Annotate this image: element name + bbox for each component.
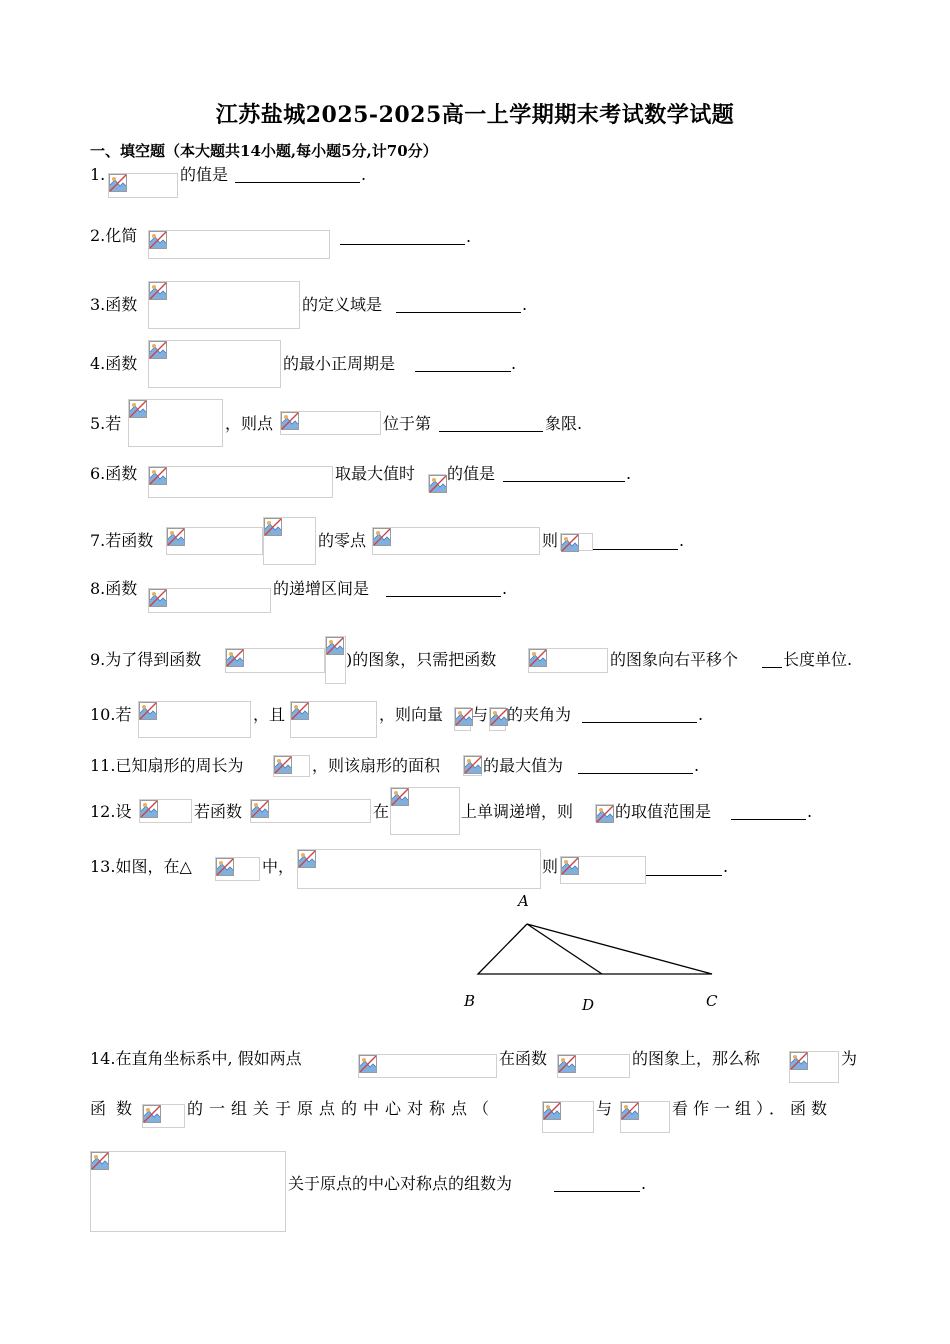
broken-image-icon: [621, 1102, 639, 1120]
formula-image: [560, 856, 646, 884]
formula-image: [166, 527, 263, 555]
question-text: 的零点: [318, 531, 367, 550]
question-number: 7.若函数: [90, 531, 154, 550]
question-text: 关于原点的中心对称点的组数为: [288, 1174, 513, 1193]
question-13: [90, 859, 192, 875]
formula-image: [620, 1101, 670, 1133]
question-5: [90, 416, 121, 432]
formula-image: [390, 787, 460, 835]
broken-image-icon: [216, 858, 234, 876]
question-text: 为: [841, 1049, 858, 1068]
formula-image: [90, 1151, 286, 1232]
question-number: 3.函数: [90, 295, 138, 314]
question-text: ，则该扇形的面积: [312, 756, 441, 775]
broken-image-icon: [129, 400, 147, 418]
question-number: 13.如图，在△: [90, 857, 192, 876]
broken-image-icon: [790, 1052, 808, 1070]
broken-image-icon: [561, 857, 579, 875]
formula-image: [358, 1054, 497, 1078]
formula-image: [250, 799, 371, 823]
broken-image-icon: [464, 756, 482, 774]
triangle-figure: [460, 890, 730, 1015]
broken-image-icon: [596, 805, 614, 823]
question-text: .: [723, 857, 729, 876]
formula-image: [108, 173, 178, 198]
broken-image-icon: [143, 1105, 161, 1123]
question-text: 在: [373, 802, 390, 821]
question-text: 的递增区间是: [273, 579, 370, 598]
question-2: [90, 228, 137, 244]
vertex-label-c: C: [706, 992, 718, 1010]
question-8: [90, 581, 137, 597]
question-text: 函数: [90, 1099, 143, 1118]
question-7: [90, 533, 153, 549]
formula-image: [372, 527, 540, 555]
broken-image-icon: [490, 708, 508, 726]
answer-blank[interactable]: [646, 861, 722, 876]
answer-blank[interactable]: [731, 805, 806, 820]
vertex-label-a: A: [518, 892, 529, 910]
question-number: 14.在直角坐标系中, 假如两点: [90, 1049, 302, 1068]
question-text: 与: [596, 1099, 613, 1118]
question-number: 6.函数: [90, 464, 138, 483]
question-number: 8.函数: [90, 579, 138, 598]
question-text: 在函数: [499, 1049, 548, 1068]
question-text: .: [522, 295, 528, 314]
answer-blank[interactable]: [762, 653, 782, 668]
section-heading: 一、填空题（本大题共14小题,每小题5分,计70分）: [90, 142, 438, 160]
question-number: 1.: [90, 165, 106, 184]
question-text: .: [698, 705, 704, 724]
formula-image: [557, 1054, 630, 1078]
formula-image: [139, 799, 192, 823]
broken-image-icon: [281, 412, 299, 430]
question-9: [90, 652, 201, 668]
broken-image-icon: [149, 231, 167, 249]
question-text: ，则点: [225, 414, 274, 433]
broken-image-icon: [149, 589, 167, 607]
question-text: .: [626, 464, 632, 483]
question-text: 则: [542, 531, 559, 550]
vertex-label-b: B: [464, 992, 476, 1010]
answer-blank[interactable]: [340, 230, 465, 245]
broken-image-icon: [543, 1102, 561, 1120]
question-text: 的夹角为: [507, 705, 572, 724]
question-text: 的最大值为: [483, 756, 564, 775]
triangle-outline: [478, 924, 712, 974]
page-title: 江苏盐城2025-2025高一上学期期末考试数学试题: [215, 102, 735, 128]
answer-blank[interactable]: [415, 357, 511, 372]
question-text: 的一组关于原点的中心对称点（: [187, 1099, 496, 1118]
question-text: 象限.: [545, 414, 583, 433]
question-text: .: [466, 227, 472, 246]
formula-image: [148, 588, 271, 613]
question-text: 的图象上，那么称: [632, 1049, 761, 1068]
broken-image-icon: [109, 174, 127, 192]
answer-blank[interactable]: [554, 1177, 640, 1192]
question-number: 4.函数: [90, 354, 138, 373]
broken-image-icon: [251, 800, 269, 818]
question-text: 则: [542, 857, 559, 876]
question-text: 取最大值时: [335, 464, 416, 483]
question-text: ，则向量: [379, 705, 444, 724]
broken-image-icon: [91, 1152, 109, 1170]
broken-image-icon: [529, 649, 547, 667]
answer-blank[interactable]: [439, 417, 543, 432]
question-text: 位于第: [383, 414, 432, 433]
question-number: 2.化简: [90, 226, 138, 245]
question-text: .: [679, 531, 685, 550]
answer-blank[interactable]: [593, 535, 678, 550]
answer-blank[interactable]: [396, 298, 521, 313]
question-text: 看作一组）．函数: [672, 1099, 833, 1118]
question-3: [90, 297, 137, 313]
question-number: 9.为了得到函数: [90, 650, 202, 669]
question-number: 12.设: [90, 802, 132, 821]
formula-image: [215, 857, 260, 881]
question-text: 若函数: [194, 802, 243, 821]
broken-image-icon: [429, 475, 447, 493]
formula-image: [789, 1051, 839, 1083]
question-text: 的值是: [180, 165, 229, 184]
formula-image: [138, 701, 251, 738]
question-text: 的值是: [447, 464, 496, 483]
formula-image: [273, 755, 310, 777]
broken-image-icon: [359, 1055, 377, 1073]
question-12: [90, 804, 131, 820]
formula-image: [528, 648, 608, 673]
question-4: [90, 356, 137, 372]
formula-image: [297, 849, 541, 889]
broken-image-icon: [298, 850, 316, 868]
formula-image: [489, 707, 506, 731]
broken-image-icon: [373, 528, 391, 546]
answer-blank[interactable]: [503, 467, 625, 482]
question-number: 11.已知扇形的周长为: [90, 756, 244, 775]
broken-image-icon: [561, 534, 579, 552]
question-10: [90, 707, 131, 723]
broken-image-icon: [167, 528, 185, 546]
question-6: [90, 466, 137, 482]
broken-image-icon: [149, 467, 167, 485]
formula-image: [225, 648, 325, 673]
point-label-d: D: [582, 996, 595, 1014]
question-text: )的图象，只需把函数: [346, 650, 497, 669]
answer-blank[interactable]: [235, 168, 360, 183]
formula-image: [263, 517, 316, 565]
formula-image: [142, 1104, 185, 1128]
question-text: .: [361, 165, 367, 184]
question-text: 的定义域是: [302, 295, 383, 314]
question-11: [90, 758, 243, 774]
question-text: 的取值范围是: [615, 802, 712, 821]
question-text: .: [694, 756, 700, 775]
broken-image-icon: [140, 800, 158, 818]
formula-image: [595, 804, 614, 822]
formula-image: [454, 707, 471, 731]
formula-image: [428, 474, 446, 492]
formula-image: [463, 755, 482, 776]
formula-image: [128, 399, 223, 447]
question-text: 上单调递增，则: [461, 802, 574, 821]
question-text: .: [641, 1174, 647, 1193]
broken-image-icon: [274, 756, 292, 774]
question-text: 的最小正周期是: [283, 354, 396, 373]
answer-blank[interactable]: [386, 582, 501, 597]
question-text: 的图象向右平移个: [610, 650, 739, 669]
formula-image: [325, 636, 346, 684]
broken-image-icon: [139, 702, 157, 720]
question-text: ，且: [253, 705, 286, 724]
formula-image: [542, 1101, 594, 1133]
question-number: 10.若: [90, 705, 132, 724]
broken-image-icon: [455, 708, 473, 726]
broken-image-icon: [558, 1055, 576, 1073]
formula-image: [148, 340, 281, 388]
broken-image-icon: [326, 637, 344, 655]
broken-image-icon: [291, 702, 309, 720]
question-number: 5.若: [90, 414, 122, 433]
broken-image-icon: [391, 788, 409, 806]
question-text: 长度单位.: [783, 650, 853, 669]
broken-image-icon: [226, 649, 244, 667]
formula-image: [148, 466, 333, 498]
broken-image-icon: [264, 518, 282, 536]
answer-blank[interactable]: [582, 708, 697, 723]
question-14: [90, 1051, 302, 1067]
broken-image-icon: [149, 282, 167, 300]
formula-image: [280, 411, 381, 435]
question-text: 中，: [262, 857, 295, 876]
question-text: .: [511, 354, 517, 373]
broken-image-icon: [149, 341, 167, 359]
question-text: .: [807, 802, 813, 821]
question-text: .: [502, 579, 508, 598]
answer-blank[interactable]: [578, 759, 693, 774]
question-text: 与: [472, 705, 489, 724]
question-1: [90, 167, 105, 183]
formula-image: [290, 701, 377, 738]
formula-image: [148, 281, 300, 329]
formula-image: [148, 230, 330, 259]
formula-image: [560, 533, 593, 551]
